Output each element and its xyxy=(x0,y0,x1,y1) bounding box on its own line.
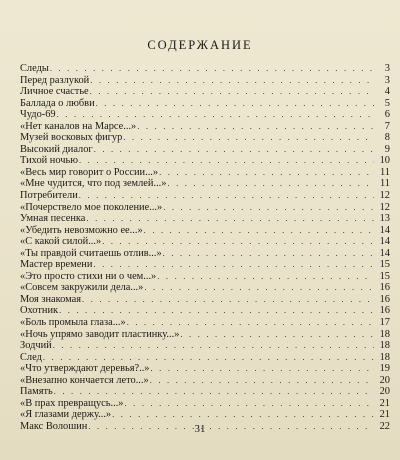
toc-entry-page: 20 xyxy=(379,386,390,398)
table-of-contents xyxy=(20,63,390,433)
toc-entry-page: 16 xyxy=(379,282,390,294)
toc-entry-title: Личное счастье xyxy=(20,86,89,98)
toc-entry-title: «С какой силой...» xyxy=(20,236,102,248)
toc-entry-title: Потребители xyxy=(20,190,78,202)
toc-entry-page: 14 xyxy=(379,247,390,259)
dot-leader xyxy=(53,340,374,352)
dot-leader xyxy=(157,271,374,283)
toc-entry-page: 4 xyxy=(384,86,390,98)
toc-entry-title: Память xyxy=(20,386,53,398)
toc-entry-page: 17 xyxy=(379,317,390,329)
toc-entry xyxy=(20,121,390,133)
toc-entry-page: 18 xyxy=(379,328,390,340)
toc-entry xyxy=(20,248,390,260)
dot-leader xyxy=(54,386,374,398)
toc-entry xyxy=(20,202,390,214)
toc-entry xyxy=(20,375,390,387)
toc-entry xyxy=(20,75,390,87)
page-title: СОДЕРЖАНИЕ xyxy=(147,38,253,52)
toc-entry xyxy=(20,305,390,317)
toc-entry-title: «Нет каналов на Марсе...» xyxy=(20,120,137,132)
dot-leader xyxy=(90,86,374,98)
toc-entry-page: 16 xyxy=(379,305,390,317)
toc-entry xyxy=(20,144,390,156)
toc-entry-title: Высокий диалог xyxy=(20,143,93,155)
toc-entry-page: 11 xyxy=(379,166,390,178)
dot-leader xyxy=(144,282,374,294)
toc-entry-title: Музей восковых фигур xyxy=(20,132,123,144)
dot-leader xyxy=(94,144,374,156)
toc-entry-page: 3 xyxy=(384,74,390,86)
toc-entry-title: Моя знакомая xyxy=(20,293,82,305)
toc-entry xyxy=(20,282,390,294)
dot-leader xyxy=(59,305,374,317)
toc-entry-page: 12 xyxy=(379,190,390,202)
toc-entry-page: 18 xyxy=(379,351,390,363)
toc-entry xyxy=(20,409,390,421)
toc-entry-title: «Почерствело мое поколение...» xyxy=(20,201,163,213)
dot-leader xyxy=(50,63,374,75)
dot-leader xyxy=(86,213,374,225)
dot-leader xyxy=(144,225,374,237)
toc-entry-title: Перед разлукой xyxy=(20,74,90,86)
dot-leader xyxy=(93,259,374,271)
toc-entry-title: «Что утверждают деревья?..» xyxy=(20,363,150,375)
toc-entry-page: 3 xyxy=(384,63,390,74)
toc-entry-title: Чудо-69 xyxy=(20,109,56,121)
toc-entry xyxy=(20,98,390,110)
dot-leader xyxy=(137,121,374,133)
toc-entry-page: 15 xyxy=(379,270,390,282)
dot-leader xyxy=(125,398,374,410)
toc-entry-title: Мастер времени xyxy=(20,259,93,271)
toc-entry-title: «Боль промыла глаза...» xyxy=(20,317,126,329)
toc-entry-page: 21 xyxy=(379,397,390,409)
dot-leader xyxy=(151,363,374,375)
dot-leader xyxy=(123,132,374,144)
toc-entry-page: 6 xyxy=(384,109,390,121)
toc-entry-page: 7 xyxy=(384,120,390,132)
toc-entry xyxy=(20,363,390,375)
toc-entry-page: 5 xyxy=(384,97,390,109)
toc-entry xyxy=(20,167,390,179)
toc-entry-page: 16 xyxy=(379,293,390,305)
toc-entry xyxy=(20,317,390,329)
dot-leader xyxy=(79,190,374,202)
toc-entry-page: 8 xyxy=(384,132,390,144)
toc-entry xyxy=(20,213,390,225)
toc-entry xyxy=(20,178,390,190)
toc-entry-page: 15 xyxy=(379,259,390,271)
toc-entry xyxy=(20,386,390,398)
toc-entry-page: 12 xyxy=(379,201,390,213)
toc-entry-title: «Внезапно кончается лето...» xyxy=(20,374,149,386)
toc-entry-title: Макс Волошин xyxy=(20,420,88,432)
toc-entry xyxy=(20,259,390,271)
toc-entry-title: «Я глазами держу...» xyxy=(20,409,112,421)
toc-entry xyxy=(20,155,390,167)
dot-leader xyxy=(96,98,374,110)
toc-entry xyxy=(20,271,390,283)
toc-entry xyxy=(20,398,390,410)
toc-entry-title: «Убедить невозможно ее...» xyxy=(20,224,143,236)
toc-entry xyxy=(20,225,390,237)
dot-leader xyxy=(163,202,374,214)
toc-entry-page: 22 xyxy=(379,420,390,432)
toc-entry-title: Зодчий xyxy=(20,340,52,352)
toc-entry-title: «В прах превращусь...» xyxy=(20,397,124,409)
toc-entry xyxy=(20,329,390,341)
toc-entry xyxy=(20,86,390,98)
dot-leader xyxy=(90,75,374,87)
toc-entry xyxy=(20,190,390,202)
toc-entry xyxy=(20,109,390,121)
toc-entry-title: «Весь мир говорит о России...» xyxy=(20,166,159,178)
toc-entry-page: 13 xyxy=(379,213,390,225)
toc-entry-title: «Ночь упрямо заводит пластинку...» xyxy=(20,328,180,340)
toc-entry xyxy=(20,294,390,306)
dot-leader xyxy=(57,109,374,121)
toc-entry xyxy=(20,132,390,144)
dot-leader xyxy=(102,236,374,248)
dot-leader xyxy=(43,352,374,364)
toc-entry-page: 20 xyxy=(379,374,390,386)
toc-entry xyxy=(20,236,390,248)
toc-entry-page: 14 xyxy=(379,236,390,248)
dot-leader xyxy=(150,375,374,387)
toc-entry-page: 18 xyxy=(379,340,390,352)
toc-entry xyxy=(20,340,390,352)
toc-entry xyxy=(20,352,390,364)
toc-entry-page: 19 xyxy=(379,363,390,375)
page-number: 31 xyxy=(194,423,206,435)
toc-entry-title: След xyxy=(20,351,42,363)
toc-entry-title: Следы xyxy=(20,63,49,74)
dot-leader xyxy=(112,409,374,421)
toc-entry-page: 10 xyxy=(379,155,390,167)
toc-entry-title: Баллада о любви xyxy=(20,97,95,109)
dot-leader xyxy=(82,294,374,306)
toc-entry-title: «Совсем закружили дела...» xyxy=(20,282,144,294)
toc-entry-title: «Мне чудится, что под землей...» xyxy=(20,178,167,190)
toc-entry-title: Тихой ночью xyxy=(20,155,79,167)
toc-entry-page: 9 xyxy=(384,143,390,155)
dot-leader xyxy=(180,329,374,341)
toc-entry-title: «Ты правдой считаешь отлив...» xyxy=(20,247,162,259)
toc-entry-title: Умная песенка xyxy=(20,213,86,225)
dot-leader xyxy=(127,317,374,329)
dot-leader xyxy=(79,155,374,167)
dot-leader xyxy=(163,248,374,260)
toc-entry-page: 21 xyxy=(379,409,390,421)
toc-entry-title: «Это просто стихи ни о чем...» xyxy=(20,270,157,282)
toc-entry-title: Охотник xyxy=(20,305,59,317)
toc-entry-page: 11 xyxy=(379,178,390,190)
toc-entry xyxy=(20,63,390,75)
toc-entry-page: 14 xyxy=(379,224,390,236)
dot-leader xyxy=(167,178,374,190)
dot-leader xyxy=(159,167,374,179)
